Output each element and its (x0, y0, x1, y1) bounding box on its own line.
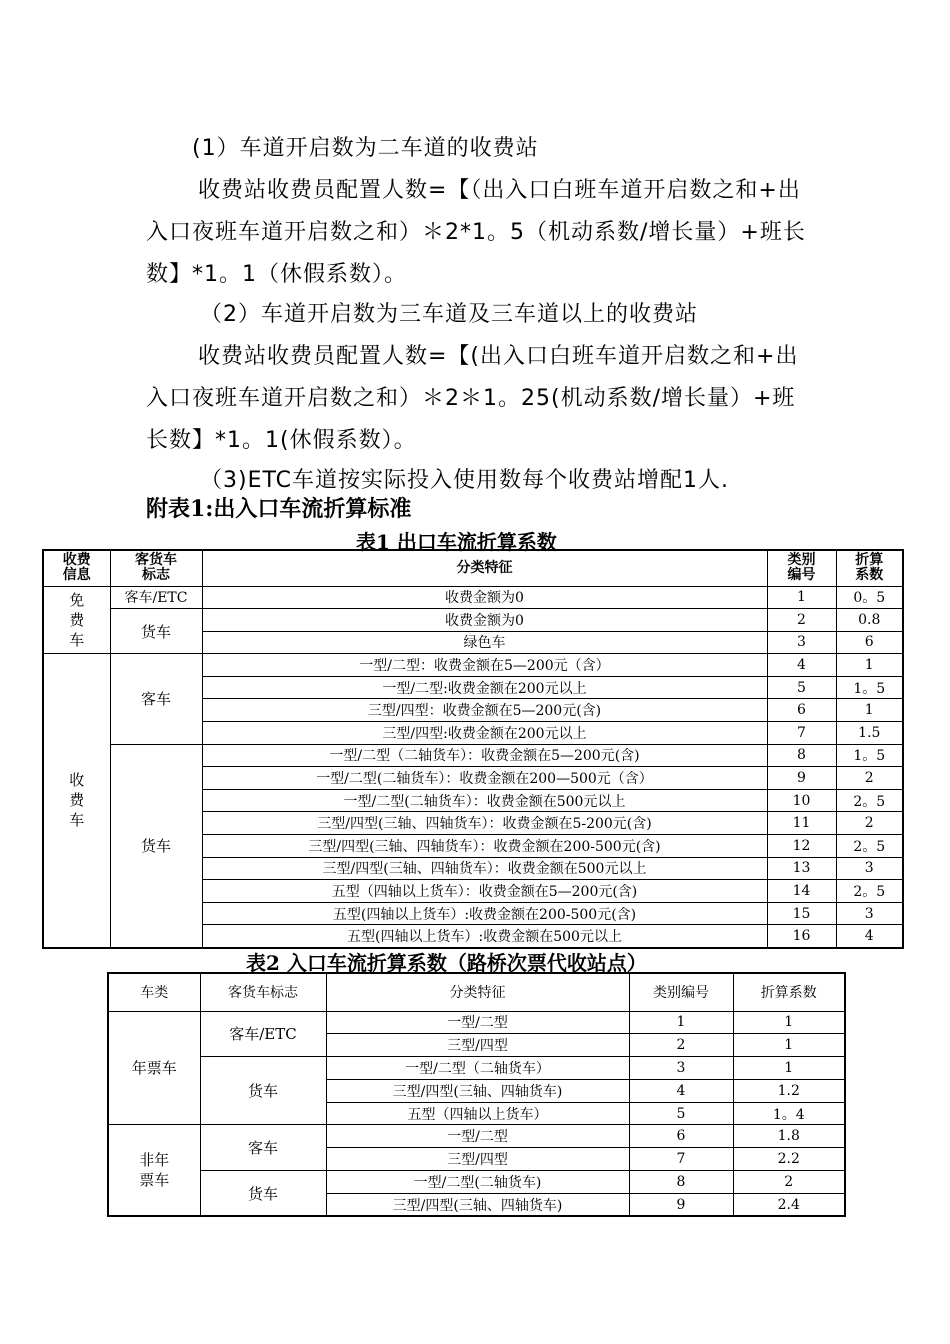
table1-coef: 1。5 (836, 676, 903, 699)
table1-code: 13 (767, 857, 836, 880)
table1-code: 10 (767, 789, 836, 812)
table2-feature: 五型（四轴以上货车） (326, 1102, 629, 1125)
table1-code: 15 (767, 902, 836, 925)
paragraph-2: 收费站收费员配置人数=【（出入口白班车道开启数之和+出入口夜班车道开启数之和）＊2*1。5（机动系数/增长量）+班长数】*1。1（休假系数）。 (146, 178, 806, 287)
table1-code: 9 (767, 767, 836, 790)
table1-group-free: 免费车 (43, 586, 110, 654)
table2-coef: 1 (733, 1011, 845, 1034)
table1-code: 12 (767, 835, 836, 858)
table-row (43, 744, 903, 767)
table2-feature: 一型/二型 (326, 1125, 629, 1148)
table1-coef: 2 (836, 812, 903, 835)
table2-header-cell: 车类 (108, 973, 200, 1011)
table1-feature: 三型/四型(三轴、四轴货车）：收费金额在200-500元(含) (202, 835, 767, 858)
table1-feature: 五型（四轴以上货车）：收费金额在5—200元(含) (202, 880, 767, 903)
appendix-title: 附表1:出入口车流折算标准 (146, 496, 412, 522)
table1-code: 16 (767, 925, 836, 948)
table2-feature: 三型/四型 (326, 1034, 629, 1057)
table1-header-cell: 客货车标志 (110, 550, 202, 586)
table1-feature: 绿色车 (202, 631, 767, 654)
table2-sub-truck-annual: 货车 (200, 1057, 326, 1125)
table2-header-cell: 客货车标志 (200, 973, 326, 1011)
table1-feature: 一型/二型(二轴货车）：收费金额在200—500元（含） (202, 767, 767, 790)
table2-code: 2 (629, 1034, 733, 1057)
table1-feature: 一型/二型（二轴货车）：收费金额在5—200元(含) (202, 744, 767, 767)
table2-header-cell: 类别编号 (629, 973, 733, 1011)
table1-header-row (43, 550, 903, 586)
table1-coef: 0。5 (836, 586, 903, 609)
table2-feature: 三型/四型 (326, 1148, 629, 1171)
table1-feature: 五型(四轴以上货车）:收费金额在500元以上 (202, 925, 767, 948)
table1-coef: 2。5 (836, 880, 903, 903)
table1-code: 7 (767, 722, 836, 745)
table-row (43, 586, 903, 609)
table1-coef: 3 (836, 857, 903, 880)
table2 (107, 972, 846, 1217)
table2-coef: 1 (733, 1057, 845, 1080)
paragraph-5: （3)ETC车道按实际投入使用数每个收费站增配1人. (200, 468, 729, 493)
table-row (108, 1125, 845, 1148)
table1-feature: 收费金额为0 (202, 586, 767, 609)
table2-feature: 三型/四型(三轴、四轴货车) (326, 1079, 629, 1102)
table1-code: 6 (767, 699, 836, 722)
table2-coef: 1.8 (733, 1125, 845, 1148)
table-row (108, 1011, 845, 1034)
table2-code: 8 (629, 1171, 733, 1194)
table2-group-nonannual: 非年票车 (108, 1125, 200, 1216)
table1-feature: 三型/四型：收费金额在5—200元(含) (202, 699, 767, 722)
table2-feature: 三型/四型(三轴、四轴货车) (326, 1193, 629, 1216)
table1-feature: 三型/四型(三轴、四轴货车）：收费金额在500元以上 (202, 857, 767, 880)
table2-code: 6 (629, 1125, 733, 1148)
table2-header-cell: 折算系数 (733, 973, 845, 1011)
table1-code: 14 (767, 880, 836, 903)
table2-sub-car: 客车 (200, 1125, 326, 1171)
table1-coef: 0.8 (836, 609, 903, 632)
table1-feature: 一型/二型(二轴货车）：收费金额在500元以上 (202, 789, 767, 812)
table2-feature: 一型/二型(二轴货车) (326, 1171, 629, 1194)
table2-code: 7 (629, 1148, 733, 1171)
table1-coef: 2 (836, 767, 903, 790)
paragraph-4: 收费站收费员配置人数=【(出入口白班车道开启数之和+出入口夜班车道开启数之和）＊2＊1。25(机动系数/增长量）+班长数】*1。1(休假系数）。 (146, 344, 799, 453)
table2-coef: 1 (733, 1034, 845, 1057)
table2-code: 1 (629, 1011, 733, 1034)
table-row (108, 1171, 845, 1194)
table2-header-cell: 分类特征 (326, 973, 629, 1011)
table1-code: 8 (767, 744, 836, 767)
table1-caption: 表1 出口车流折算系数 (356, 530, 557, 554)
table1-coef: 4 (836, 925, 903, 948)
table1-sub-car: 客车 (110, 654, 202, 744)
table1-coef: 1 (836, 654, 903, 677)
table2-code: 9 (629, 1193, 733, 1216)
table2-sub-car-etc: 客车/ETC (200, 1011, 326, 1057)
table2-header-row (108, 973, 845, 1011)
table1-coef: 2。5 (836, 789, 903, 812)
table1-coef: 2。5 (836, 835, 903, 858)
table1-feature: 三型/四型(三轴、四轴货车）：收费金额在5-200元(含) (202, 812, 767, 835)
table1-code: 4 (767, 654, 836, 677)
paragraph-1: (1）车道开启数为二车道的收费站 (192, 136, 539, 161)
table2-code: 5 (629, 1102, 733, 1125)
table1-header-cell: 分类特征 (202, 550, 767, 586)
table2-coef: 1.2 (733, 1079, 845, 1102)
table1-sub-car-etc: 客车/ETC (110, 586, 202, 609)
table1-coef: 1 (836, 699, 903, 722)
table1-coef: 6 (836, 631, 903, 654)
table2-code: 3 (629, 1057, 733, 1080)
table1-code: 2 (767, 609, 836, 632)
table1-feature: 三型/四型:收费金额在200元以上 (202, 722, 767, 745)
table2-group-annual: 年票车 (108, 1011, 200, 1125)
table1-header-cell: 折算系数 (836, 550, 903, 586)
table-row (108, 1057, 845, 1080)
table-row (43, 654, 903, 677)
table2-coef: 2.4 (733, 1193, 845, 1216)
table1-code: 11 (767, 812, 836, 835)
table1-code: 1 (767, 586, 836, 609)
table1-coef: 1.5 (836, 722, 903, 745)
paragraph-3: （2）车道开启数为三车道及三车道以上的收费站 (200, 302, 698, 327)
table1-feature: 收费金额为0 (202, 609, 767, 632)
table2-code: 4 (629, 1079, 733, 1102)
table1-coef: 1。5 (836, 744, 903, 767)
table1-code: 5 (767, 676, 836, 699)
table2-coef: 2 (733, 1171, 845, 1194)
table2-sub-truck: 货车 (200, 1171, 326, 1217)
table1-feature: 一型/二型：收费金额在5—200元（含） (202, 654, 767, 677)
table2-coef: 2.2 (733, 1148, 845, 1171)
table1-group-paid: 收费车 (43, 654, 110, 948)
table1 (42, 549, 904, 949)
table-row (43, 609, 903, 632)
table2-caption: 表2 入口车流折算系数（路桥次票代收站点） (246, 951, 647, 975)
table1-feature: 五型(四轴以上货车）:收费金额在200-500元(含) (202, 902, 767, 925)
table1-feature: 一型/二型:收费金额在200元以上 (202, 676, 767, 699)
table2-feature: 一型/二型（二轴货车） (326, 1057, 629, 1080)
table1-sub-truck-free: 货车 (110, 609, 202, 654)
table1-sub-truck: 货车 (110, 744, 202, 947)
table2-coef: 1。4 (733, 1102, 845, 1125)
table1-code: 3 (767, 631, 836, 654)
table1-coef: 3 (836, 902, 903, 925)
table1-header-cell: 类别编号 (767, 550, 836, 586)
table1-header-cell: 收费信息 (43, 550, 110, 586)
table2-feature: 一型/二型 (326, 1011, 629, 1034)
